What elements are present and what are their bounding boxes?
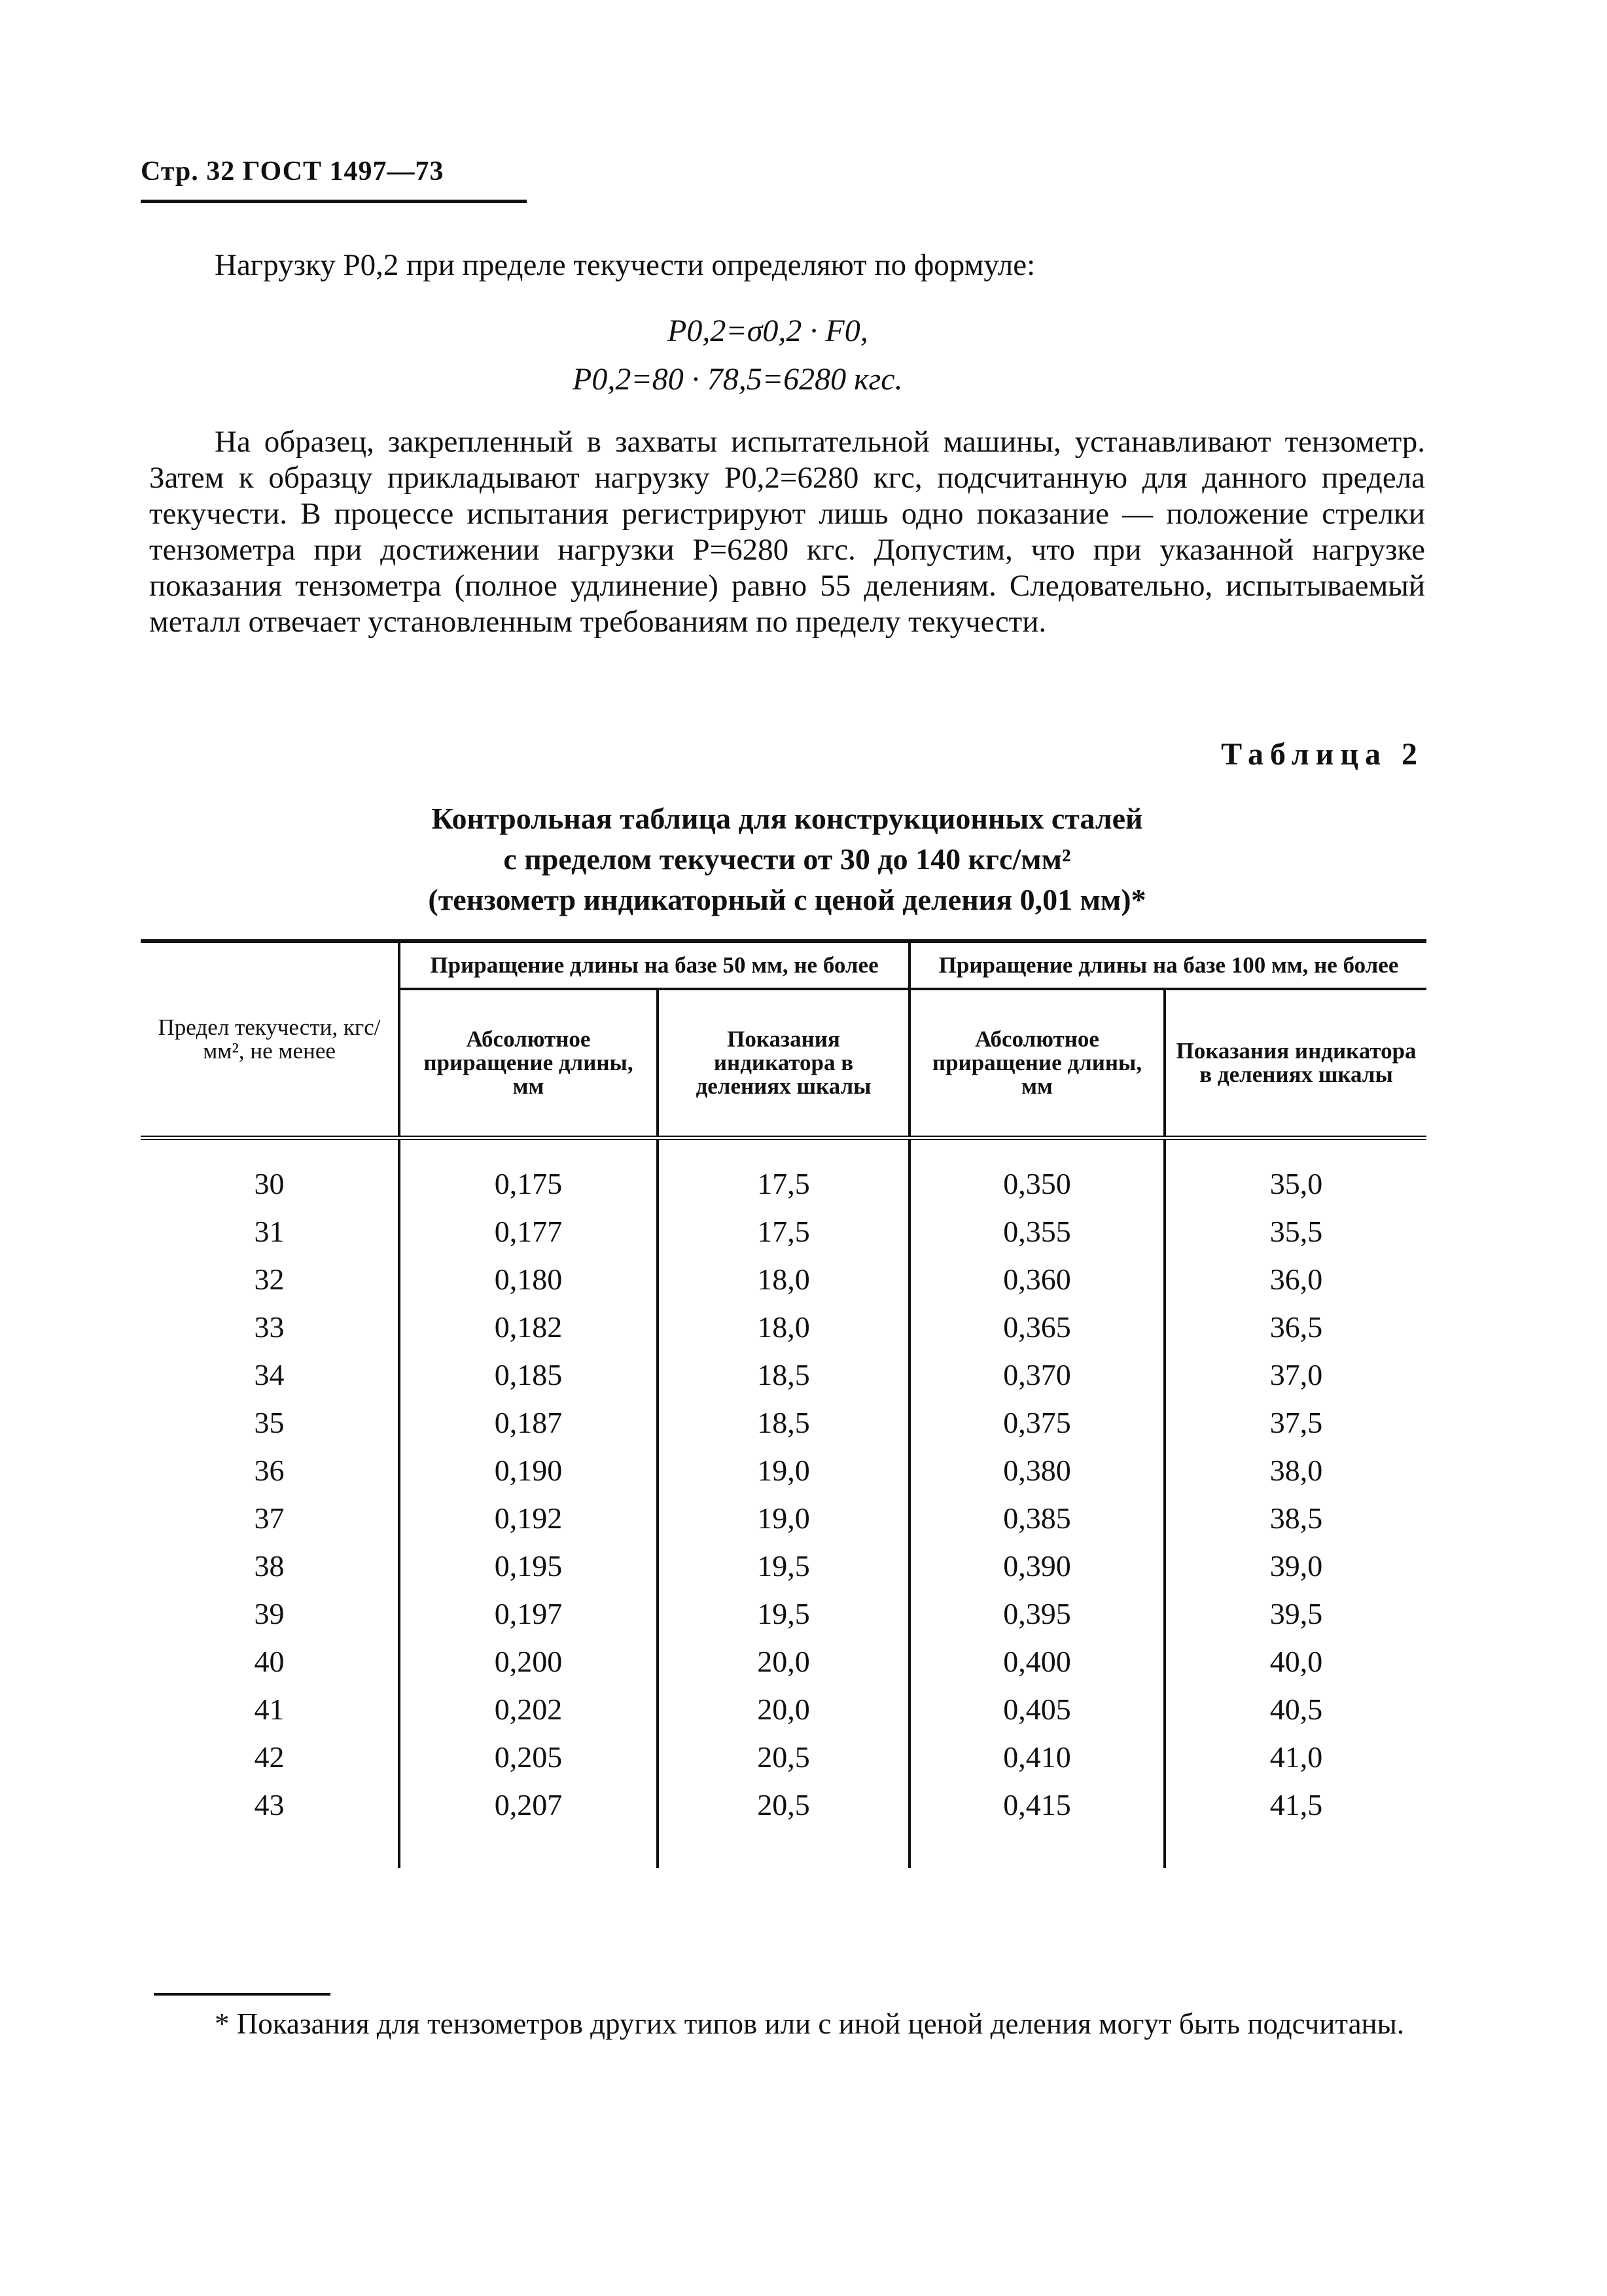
cell-abs-100: 0,390: [909, 1542, 1165, 1590]
header-ind-50: Показания индикатора в делениях шкалы: [658, 989, 909, 1138]
cell-yield-limit: 41: [254, 1693, 285, 1726]
spacer-cell: [658, 1829, 909, 1868]
cell-abs-100: 0,355: [909, 1208, 1165, 1255]
cell-abs-50: 0,202: [399, 1685, 658, 1733]
page-header: Стр. 32 ГОСТ 1497—73: [141, 156, 444, 187]
cell-abs-100: 0,350: [909, 1138, 1165, 1208]
cell-ind-50: 20,5: [658, 1733, 909, 1781]
cell-abs-50: 0,195: [399, 1542, 658, 1590]
cell-yield-limit: 32: [254, 1263, 285, 1296]
cell-ind-100: 36,5: [1165, 1303, 1426, 1351]
cell-abs-50: 0,180: [399, 1255, 658, 1303]
cell-yield-limit: 31: [254, 1215, 285, 1248]
cell-abs-100: 0,395: [909, 1590, 1165, 1638]
intro-text: Нагрузку P0,2 при пределе текучести определяют по формуле:: [215, 248, 1036, 282]
header-rule: [141, 200, 527, 203]
header-abs-50: Абсолютное приращение длины, мм: [399, 989, 658, 1138]
cell-ind-50: 18,0: [658, 1303, 909, 1351]
cell-ind-100: 35,5: [1165, 1208, 1426, 1255]
table-row: [141, 1542, 1426, 1590]
table-row: [141, 1399, 1426, 1446]
footnote-rule: [154, 1993, 330, 1996]
cell-abs-100: 0,385: [909, 1494, 1165, 1542]
cell-ind-100: 41,0: [1165, 1733, 1426, 1781]
formula-2: P0,2=80 · 78,5=6280 кгс.: [573, 362, 903, 397]
cell-yield-limit: 30: [254, 1167, 285, 1200]
table-row: [141, 1446, 1426, 1494]
cell-ind-100: 39,5: [1165, 1590, 1426, 1638]
table-row: [141, 1590, 1426, 1638]
cell-ind-50: 20,0: [658, 1685, 909, 1733]
formula-1: P0,2=σ0,2 · F0,: [667, 314, 868, 348]
cell-ind-100: 37,0: [1165, 1351, 1426, 1399]
cell-abs-50: 0,182: [399, 1303, 658, 1351]
cell-yield-limit: 35: [254, 1406, 285, 1439]
control-table: [141, 939, 1426, 1868]
cell-ind-100: 40,0: [1165, 1638, 1426, 1685]
cell-ind-100: 39,0: [1165, 1542, 1426, 1590]
cell-yield-limit: 40: [254, 1645, 285, 1678]
cell-ind-50: 19,5: [658, 1542, 909, 1590]
spacer-cell: [909, 1829, 1165, 1868]
cell-ind-100: 35,0: [1165, 1138, 1426, 1208]
cell-yield-limit: 42: [254, 1740, 285, 1774]
cell-abs-100: 0,415: [909, 1781, 1165, 1829]
table-row: [141, 1255, 1426, 1303]
cell-abs-100: 0,370: [909, 1351, 1165, 1399]
cell-ind-50: 20,0: [658, 1638, 909, 1685]
cell-abs-100: 0,360: [909, 1255, 1165, 1303]
table-title-line-2: с пределом текучести от 30 до 140 кгс/мм²: [503, 842, 1071, 876]
cell-abs-50: 0,192: [399, 1494, 658, 1542]
cell-abs-100: 0,405: [909, 1685, 1165, 1733]
header-group-50mm: Приращение длины на базе 50 мм, не более: [399, 941, 909, 989]
table-row: [141, 1781, 1426, 1829]
cell-ind-50: 19,5: [658, 1590, 909, 1638]
cell-abs-50: 0,175: [399, 1138, 658, 1208]
cell-ind-100: 41,5: [1165, 1781, 1426, 1829]
cell-ind-50: 19,0: [658, 1446, 909, 1494]
header-yield-limit: Предел текучести, кгс/мм², не менее: [141, 941, 399, 1138]
table-row: [141, 1303, 1426, 1351]
table-row: [141, 1685, 1426, 1733]
header-abs-100: Абсолютное приращение длины, мм: [909, 989, 1165, 1138]
cell-abs-100: 0,365: [909, 1303, 1165, 1351]
cell-yield-limit: 43: [254, 1788, 285, 1821]
footnote: * Показания для тензометров других типов или с иной ценой деления могут быть подсчитаны.: [215, 2007, 1405, 2040]
table-row: [141, 1733, 1426, 1781]
cell-ind-50: 17,5: [658, 1208, 909, 1255]
cell-yield-limit: 39: [254, 1597, 285, 1630]
cell-abs-50: 0,200: [399, 1638, 658, 1685]
table-body: [141, 1138, 1426, 1869]
cell-abs-50: 0,190: [399, 1446, 658, 1494]
cell-abs-50: 0,185: [399, 1351, 658, 1399]
cell-yield-limit: 33: [254, 1310, 285, 1344]
cell-abs-100: 0,380: [909, 1446, 1165, 1494]
cell-abs-50: 0,205: [399, 1733, 658, 1781]
table-row: [141, 1138, 1426, 1208]
spacer-cell: [1165, 1829, 1426, 1868]
table-row: [141, 1208, 1426, 1255]
cell-ind-100: 38,0: [1165, 1446, 1426, 1494]
header-ind-100: Показания индикатора в делениях шкалы: [1165, 989, 1426, 1138]
cell-abs-50: 0,197: [399, 1590, 658, 1638]
table-row: [141, 1494, 1426, 1542]
cell-abs-50: 0,207: [399, 1781, 658, 1829]
cell-ind-50: 20,5: [658, 1781, 909, 1829]
cell-abs-100: 0,410: [909, 1733, 1165, 1781]
cell-ind-100: 37,5: [1165, 1399, 1426, 1446]
cell-ind-50: 18,5: [658, 1351, 909, 1399]
table-title: [149, 798, 1425, 920]
cell-ind-50: 18,5: [658, 1399, 909, 1446]
cell-ind-50: 19,0: [658, 1494, 909, 1542]
table-row: [141, 1351, 1426, 1399]
cell-yield-limit: 38: [254, 1549, 285, 1583]
spacer-cell: [141, 1829, 399, 1868]
cell-yield-limit: 36: [254, 1454, 285, 1487]
header-group-100mm: Приращение длины на базе 100 мм, не более: [909, 941, 1426, 989]
cell-ind-100: 38,5: [1165, 1494, 1426, 1542]
spacer-cell: [399, 1829, 658, 1868]
cell-yield-limit: 37: [254, 1501, 285, 1535]
table-label: Таблица 2: [1221, 737, 1424, 772]
cell-ind-50: 17,5: [658, 1138, 909, 1208]
table-title-line-3: (тензометр индикаторный с ценой деления 0,01 мм)*: [428, 883, 1146, 916]
cell-abs-100: 0,400: [909, 1638, 1165, 1685]
cell-ind-100: 40,5: [1165, 1685, 1426, 1733]
cell-ind-100: 36,0: [1165, 1255, 1426, 1303]
cell-ind-50: 18,0: [658, 1255, 909, 1303]
table-row: [141, 1638, 1426, 1685]
body-paragraph: На образец, закрепленный в захваты испытательной машины, устанавливают тензометр. Затем к образцу прикладывают нагрузку P0,2=6280 кгс, подсчитанную для данного предела текучести. В процессе испытания регистрируют лишь одно показание — положение стрелки тензометра при достижении нагрузки P=6280 кгс. Допустим, что при указанной нагрузке показания тензометра (полное удлинение) равно 55 делениям. Следовательно, испытываемый металл отвечает установленным требованиям по пределу текучести.: [149, 425, 1425, 639]
cell-abs-50: 0,187: [399, 1399, 658, 1446]
cell-abs-50: 0,177: [399, 1208, 658, 1255]
cell-yield-limit: 34: [254, 1358, 285, 1391]
table-spacer-row: [141, 1829, 1426, 1868]
cell-abs-100: 0,375: [909, 1399, 1165, 1446]
table-title-line-1: Контрольная таблица для конструкционных сталей: [431, 802, 1143, 835]
